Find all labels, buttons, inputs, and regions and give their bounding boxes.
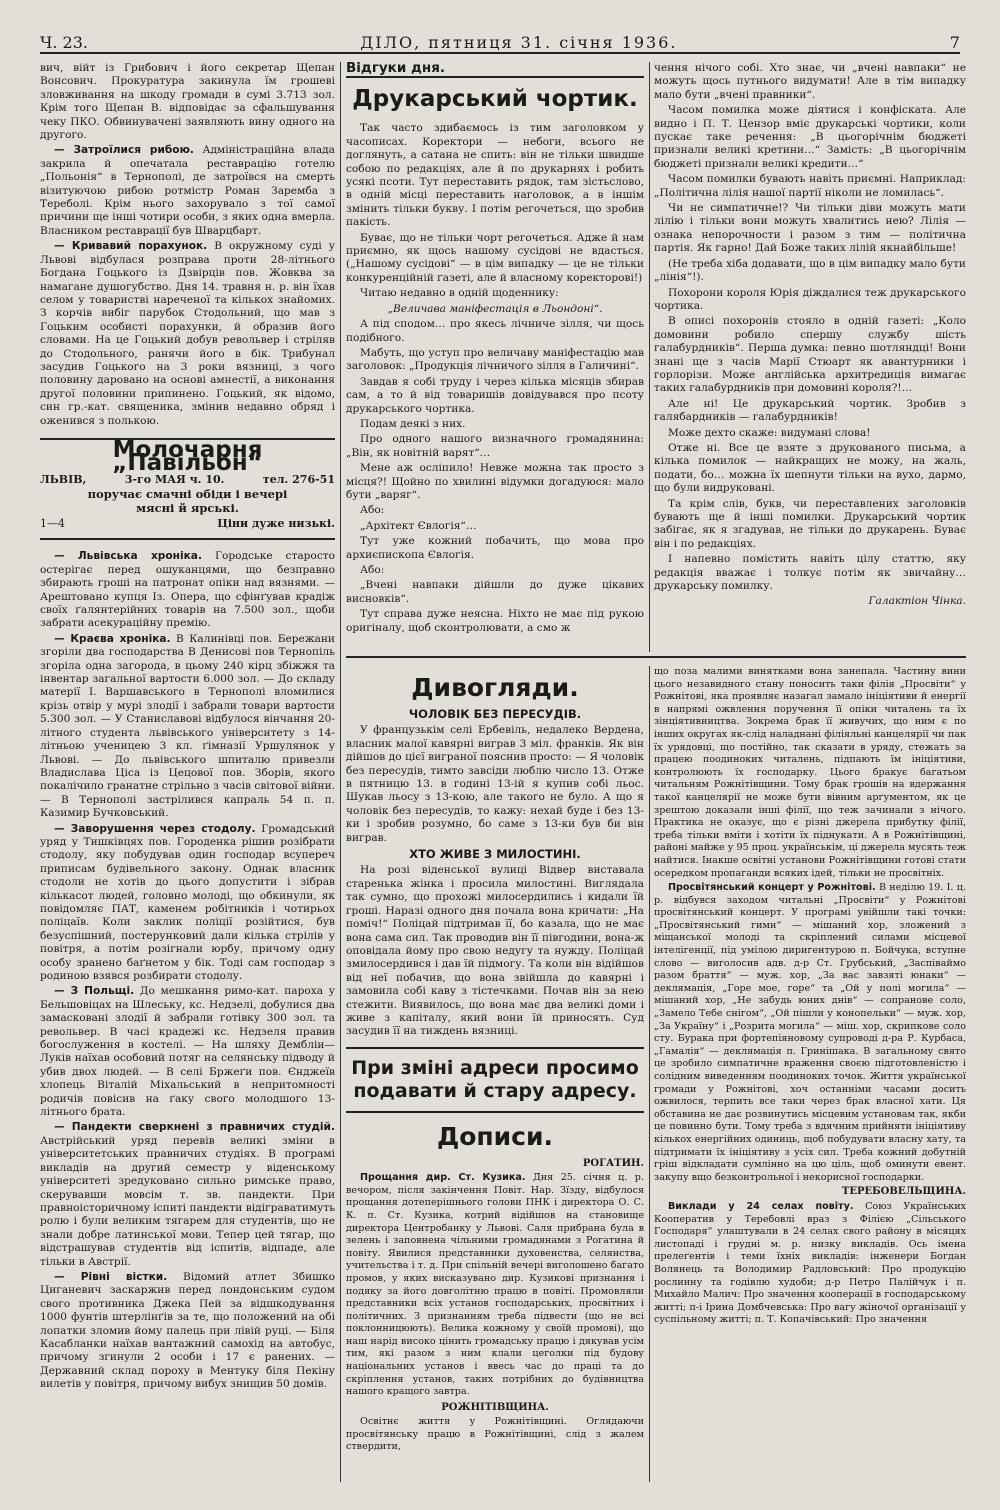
dairy-advertisement: [40, 438, 335, 540]
story-headline: ЧОЛОВІК БЕЗ ПЕРЕСУДІВ.: [408, 707, 582, 721]
article-paragraph: Буває, що не тільки чорт регочеться. Адже й нам приємно, як щось нашому сусідові не вдасться. („Нашому сусідові“ — в цім випадку — це не тільки конкуренційній ґазеті, але й власному коректорові!): [346, 231, 644, 284]
article-paragraph: Але ні! Це друкарський чортик. Зробив з галябардників — галабурдників!: [654, 397, 966, 424]
column-3-bottom: [654, 666, 966, 1482]
news-item: [40, 240, 335, 428]
column-rule: [649, 62, 650, 652]
news-body: Адміністраційна влада закрила й опечатала реставрацію готелю „Польонія“ в Тернополі, де затроївся на смерть візитуючою рибою ротмістр Роман Заремба з Тереболі. Крім нього захорувало з тої самої причини ще інші чотири особи, з яких одна вмерла. Власником реставрації був Шварцбарт.: [40, 144, 335, 237]
news-item: [40, 633, 335, 821]
section-title: Дивогляди.: [411, 673, 579, 702]
article-paragraph: І напевно помістить навіть цілу статтю, яку редакція вважає і толкує потім як звичайну… друкарську помилку.: [654, 553, 966, 593]
page-header: [40, 28, 960, 54]
column-rule: [649, 666, 650, 1482]
news-item: [40, 550, 335, 630]
ad-title: Молочарня „Павільон“: [112, 436, 263, 477]
article-paragraph: „Архітект Євлогія“…: [360, 519, 477, 532]
news-body: До мешкання римо-кат. пароха у Бельшовіцах на Шлеську, кс. Недзелі, добулися два замасковані злодії й забрали готівку 300 зол. та револьвер. В часі крадежі кс. Недзеля правив богослуження в костелі. — На шляху Дембліи—Луків наїхав особовий потяг на селянську підводу й убив двох людей. — В селі Бржеґи пов. Єнджеїв хлопець Віталій Міхальський в непритомності родичів повісив на ґаку свого молодшого 13-літнього брата.: [40, 985, 335, 1119]
report-paragraph: [346, 1172, 644, 1399]
news-headline: — Затроїлися рибою.: [54, 144, 194, 157]
ad-line: мясні й ярські.: [136, 500, 239, 515]
news-headline: — Пандекти сверкнені з правничих студій.: [54, 1121, 335, 1134]
story-paragraph: У французькім селі Ербевіль, недалеко Вердена, власник малої кавярні виграв 3 міл. франків. Як він дійшов до цієї виграної пояснив просто: — Я чоловік без пересудів, тимто завсіди люблю число 13. Отже в пятницю 13. в годині 13-ій я купив собі льос. Шукав льосу з 13-кою, але такого не було. А що я чоловік без пересудів, то кажу: нехай буде і без 13-ки і зробив розумно, бо саме з 13-ки був би він виграв.: [346, 724, 644, 844]
ad-ref: 1—4: [40, 517, 65, 530]
article-paragraph: Так часто здибаємось із тим заголовком у часописах. Коректори — небоги, всього не доглянуть, а сатана не спить: він не тільки швидше собою по редакціях, але й по друкарнях і робить усякі псоти. Тут переставить рядок, там зістьслово, в одній місці переставить наголовок, а в іншім змінить тільки букву. І потім регочеться, що зробив пакість.: [346, 122, 644, 229]
article-paragraph: Тут справа дуже неясна. Ніхто не має під рукою оригіналу, щоб сконтролювати, а смо ж: [346, 608, 644, 634]
story-headline: ХТО ЖИВЕ З МИЛОСТИНІ.: [409, 847, 581, 862]
news-item: [40, 985, 335, 1119]
story-paragraph: На розі віденської вулиці Відвер виставала старенька жінка і просила милостині. Виглядала так сумно, що прохожі милосердились і кидали їй гроші. Наразі одного дня почала вона кричати: „На поміч!“ Поліцай підтримав її, бо казала, що не має вона сама сил. Так проводив він її півгодини, вона-ж оповідала йому про свою недугу та нужду. Поліцай змилосердився і дав їй підмогу. Та коли він відійшов від неї побачив, що вона звійшла до кавярні і замовила собі каву з тістечками. Почав він за нею стежити. Виявилось, що вона має два великі доми і живе з капіталу, який вони їй приносять. Суд засудив її на тиждень вязниці.: [346, 864, 644, 1038]
article-paragraph: А під сподом… про якесь лічниче зілля, чи щось подібного.: [346, 318, 644, 344]
article-paragraph: чення нічого собі. Хто знає, чи „вчені навпаки“ не можуть щось путнього видумати! Але в тім випадку мало бути „вчені правники“.: [654, 62, 966, 101]
news-item: [40, 823, 335, 984]
report-paragraph: що поза малими винятками вона занепала. Частину вини цього незавидного стану поносить таки філія „Просвіти“ у Рожнітові, яка проявляє назагал замало ініціятиви й енергії в напрямі ожвлення поручення її опіки читалень та їх зінціятивництва. Зокрема брак її живучих, що ним є по інших округах як-слід наладнані філіяльні канцелярії чи пак їх урядовці, що постійно, так сказати в уряду, стежать за працею поодиноких читалень, підпають їм ініціятиви, контролюють їх господарку. Цього бракує багатьом читальням Рожнітівщини. Тому брак грошів на вдержання такої канцелярії не може бути вівним арґументом, як це зрештою доказали інші філії, що теж зачинали з нічого. Практика не оказує, що є різні джерела прибутку філії, треба тільки вміти і хотіти їх піднукати. А в Рожнітівщині, районі майже у 95 проц. українськім, ці джерела мусять теж найтися. Інакше освітні установи Рожнітівщини готові стати осередком пропаганди всяких ідей, тільки не просвітніх.: [654, 666, 966, 879]
article-paragraph: Часом помилки бувають навіть приємні. Наприклад: „Політична лілія нашої партії ніколи не ломилась“.: [654, 173, 966, 199]
section-title: Дописи.: [436, 1121, 554, 1151]
article-paragraph: Мене аж осліпило! Невже можна так просто з місця?! Щойно по хвилині відумки догадуюся: мало бути „варяг“.: [346, 462, 644, 501]
article-paragraph: Похорони короля Юрія діждалися теж друкарського чортика.: [654, 286, 966, 312]
news-body: Австрійський уряд перевів великі зміни в університетських правничих студіях. В програмі викладів на другий семестр у віденському університеті зредуковано сильно римське право, скерувавши мовсім т. зв. пандекти. При правноісторичному іспиті пандекти відіграватимуть ролю і були великим тягарем для студентів, що не знали добре латинської мови. Тепер цей тягар, що відстрашував студентів від іспитів, відпаде, але тільки в Австрії.: [40, 1134, 335, 1268]
article-paragraph: Про одного нашого визначного громадянина: „Він, як новітній варят“…: [346, 433, 644, 459]
article-paragraph: Та крім слів, букв, чи переставлених заголовків бувають ще й інші помилки. Друкарський чортик забігає, як я згадував, не тільки до друкарень. Буває він і по редакціях.: [654, 497, 966, 550]
article-paragraph: В описі похоронів стояло в одній газеті: „Коло домовини робило спершу службу шість галабурдників“. Перша думка: певно шотляндці! Вони знані ще з часів Марії Стюарт як авантурники і горлорізи. Може англійська архитредиція вимагає таких галабурдників при домовині короля?!…: [654, 315, 966, 395]
news-headline: — Рівні вістки.: [54, 1270, 168, 1283]
dateline: ТЕРЕБОВЕЛЬЩИНА.: [841, 1186, 966, 1198]
rubric-label: Відгуки дня.: [346, 62, 644, 78]
news-headline: — Краєва хроніка.: [54, 632, 171, 645]
report-paragraph: [654, 1201, 966, 1327]
ad-line: поручає смачні обіди і вечері: [87, 487, 288, 502]
column-1: [40, 62, 335, 1482]
article-paragraph: Отже ні. Все це взяте з друкованого письма, а кілька помилок — найкращих не можу, на жаль, подати, бо… можна їх шепнути тільки на вухо, дармо, що були видруковані.: [654, 441, 966, 495]
article-paragraph: Або:: [360, 564, 385, 576]
news-body: В окружному суді у Львові відбулася розправа проти 28-літнього Богдана Гоцького із Дзвірців пов. Жовква за намагане душогубство. Дня 14. травня н. р. він їхав селом у товаристві нареченої та кількох знайомих. З корчів вибіг парубок Стодольний, що мав з Гоцьким особисті порахунки, й образив його словами. На це Гоцький добув револьвер і стріляв до Стодольного, ранячи його в бік. Трибунал засудив Гоцького на 3 роки вязниці, з чого половину даровано на основі амнестії, а виконання другої половини припинено. Гоцький, як відомо, син гр.-кат. священика, змінив недавно обряд і оженився з полькою.: [40, 240, 335, 427]
dateline: РОГАТИН.: [582, 1157, 644, 1169]
article-paragraph: Тут уже кожний побачить, що мова про архиєпископа Євлогія.: [346, 535, 644, 561]
report-headline: Виклади у 24 селах повіту.: [668, 1200, 854, 1212]
section-divider: [346, 656, 966, 658]
address-notice: При зміні адреси просимо подавати й стару адресу.: [351, 1056, 639, 1102]
article-paragraph: „Вчені навпаки дійшли до дуже цікавих висновків“.: [346, 579, 644, 605]
article-paragraph: Завдав я собі труду і через кілька місяців збирав сам, а то й від товаришів довідувався про псоту друкарського чортика.: [346, 375, 644, 415]
report-body: Союз Українських Кооператив у Теребовлі враз з Філією „Сільського Господаря“ улаштували в 24 селах свого району в місяцях листопаді і грудні м. р. низку викладів. Ось імена прелеґентів і теми їхніх викладів: інженери Богдан Волянець та Володимир Радловський: Про продукцію рослинну та годівлю худоби; д-р Петро Палійчук і п. Михайло Малич: Про значення кооперації в господарському житті; п-і Ірина Домбчевська: Про вагу жіночої організації у суспільному житті; п. Т. Копачівський: Про значення: [654, 1200, 966, 1326]
article-paragraph: Читаю недавно в одній щоденнику:: [360, 287, 559, 300]
news-headline: — Заворушення через стодолу.: [54, 822, 256, 835]
masthead-date: ДІЛО, пятниця 31. січня 1936.: [360, 33, 678, 52]
report-body: Дня 25. січня ц. р. вечором, після закінчення Повіт. Нар. Зїзду, відбулося прощання дотеперішнього голови ПНК і директора О. С. К. п. Ст. Кузика, котрий відійшов на становище директора Центробанку у Львові. Саля прибрана була в зелень і заповнена чільними громадянами з Рогатина й повіту. Явилися представники духовенства, селянства, учительства і т. д. При спільній вечері виголошено багато промов, у яких висказувано дир. Кузикові признання і подяку за його довголітню працю в повіті. Промовляли представники всіх установ господарських, просвітних і політичних. З признанням треба підвести (що не всі поклонницюють). Велика кожному у своїй промові), що наш нарід високо цінить громадську працю і дякував усім тим, які разом з ним клали цеголки під будову національних установ і ввесь час до праці та до скріплення установ, таких потрібних до будівництва нашого кращого завтра.: [346, 1172, 644, 1398]
news-item: [40, 1271, 335, 1392]
author-signature: Галактіон Чінка.: [868, 595, 966, 608]
article-text: вич, війт із Грибович і його секретар Щепан Вонсович. Прокуратура закинула їм грошеві зловживання на шкоду громади в сумі 3.713 зол. Крім того Щепан В. відповідає за сфальшування чеку ПКО. Обвинувачені заявляють вину одного на другого.: [40, 62, 335, 142]
column-rule: [340, 62, 341, 1482]
news-headline: — Львівська хроніка.: [54, 550, 202, 563]
report-headline: Просвітянський концерт у Рожнітові.: [668, 882, 876, 894]
news-item: [40, 1121, 335, 1268]
report-paragraph: Освітнє життя у Рожнітівщині. Оглядаючи просвітянську працю в Рожнітівщині, слід з жалем ствердити,: [346, 1416, 644, 1453]
article-paragraph: Подам деякі з них.: [360, 417, 466, 430]
news-body: Городське старосто остерігає перед ошуканцями, що безправно збирають гроші на патронат опіки над вязнями. — Арештовано купця Із. Опера, що сфінґував крадіж своїх ґалянтерійних товарів на 7.500 зол., щоби забрати асекураційну премію.: [40, 550, 335, 630]
news-headline: — Кривавий порахунок.: [54, 240, 208, 253]
article-paragraph: Може дехто скаже: видумані слова!: [668, 426, 871, 439]
article-paragraph: (Не треба хіба додавати, що в цім випадку мало бути „лінія“!).: [654, 257, 966, 284]
page-number: 7: [949, 33, 960, 52]
ad-phone: тел. 276-51: [262, 472, 335, 486]
news-body: Відомий атлет Збишко Циганевич заскаржив перед лондонським судом свого противника Джека Пей за відшкодування 1000 фунтів штерлінґів за те, що положений на обі лопатки зломив йому палець при лівій руці. — Біля Касабланки наїхав вантажний самохід на автобус, причому згинули 2 особи і 17 є ранених. — Державний склад пороху в Ментуку біля Пекіну вилетів у повітря, причому вибух знищив 50 домів.: [40, 1270, 335, 1391]
article-paragraph: Часом помилка може діятися і конфіската. Але видно і П. Т. Цензор вміє друкарські чортики, коли пускає таке речення: „В цьогорічнім бюджеті признали великі кретини…“ Замість: „В цьогорічнім бюджеті признали великі кредити…“: [654, 104, 966, 170]
issue-number: Ч. 23.: [40, 33, 88, 52]
news-body: В Калинівці пов. Бережани згоріли два господарства В Денисові пов Тернопіль згоріла одна загорода, в цьому 240 кірц збіжжя та інвентар загальної вартости 6.000 зол. — До складу матерії І. Варшавського в Тернополі вломилися крізь отвір у мурі злодії і забрали товари вартости 5.300 зол. — У Станиславові відбулося вінчання 20-літного студента львівського університету з 14-літньою ученицею 3 кл. ґімназії Уршулянок у Львові. — До львівського шпиталю привезли Владислава Ціса із Цецової пов. Зборів, якого покалічило гранатне стрільно з часів світової війни. — В Тернополі застрілився капраль 54 п. п. Казимир Бучковський.: [40, 632, 335, 820]
news-headline: — З Польщі.: [54, 985, 135, 998]
ad-city: ЛЬВІВ,: [40, 472, 87, 486]
ad-address: 3-го МАЯ ч. 10.: [124, 472, 225, 486]
article-quote: „Величава маніфестація в Льондоні“.: [387, 302, 603, 315]
dateline: РОЖНІТІВЩИНА.: [441, 1401, 549, 1413]
column-2-top: [346, 62, 644, 650]
news-body: Громадський уряд у Тишківцях пов. Городенка рішив розібрати стодолу, яку побудував один господар всупереч приписам будівельного закону. Однак власник стодоли не хотів до цього допустити і зібрав кількасот людей, головно молоді, що обкинули, як повідомляє ПАТ, каменем робітників і чотирьох поліцаїв. Коли заклик поліції розійтися, був безуспішний, постерунковий дали кілька стрілів у повітря, а потім розігнали юрбу, причому одну особу зранено баґнетом у бік. Тоді сам господар з родиною взявся розбирати стодолу.: [40, 822, 335, 982]
column-3-top: [654, 62, 966, 650]
article-title: Друкарський чортик.: [352, 86, 638, 113]
address-notice-box: [346, 1047, 644, 1113]
news-item: [40, 144, 335, 238]
article-paragraph: Або:: [360, 504, 385, 517]
ad-prices: Ціни дуже низькі.: [217, 517, 335, 530]
report-paragraph: [654, 882, 966, 1184]
article-paragraph: Мабуть, що уступ про величаву маніфестацію мав заголовок: „Продукція лічничого зілля в Галичині“.: [346, 346, 644, 373]
report-body: В неділю 19. І. ц. р. відбувся заходом читальні „Просвіти“ у Рожнітові просвітянський концерт. У програмі увійшли такі точки: „Просвітянський гимн“ — мішаний хор, зложений з міщанської молоді та скріплений силами місцевої інтелігенції, під умілою диригентурою п. Бойчука, вступне слово — виголосив адв. д-р Ст. Грубський, „Заспіваймо разом браття“ — муж. хор, „За вас завзяті юнаки“ — деклямація, „Горе мое, горе“ та „Ой у полі могила“ — мішаний хор, „Не забудь юних днів“ — сопранове соло, „Замело Тебе снігом“, „Ой пішли у конопельки“ — муж. хор, „За Україну“ і „Розрита могила“ — міш. хор, скрипкове соло сту. Бурака при фортепіяновому супроводі д-ра Р. Курбаса, „Гамалія“ — деклямація п. Гринішака. В загальному свято це зробило симпатичне враження своєю підготовленістю і солідним виведенням поодиноких точок. Життя української громади у Рожнітові, хоч останніми часами досить ожвилося, терпить все таки через брак власної хати. Ця обставина не дає розвинутись місцевим установам так, якби це повинно бути. Тому треба з вдячним прийняти ініціятиву кількох енергійних одиниць, щоб побудувати власну хату, та підтримати їх ініціятиву з усіх сил. Треба кожний добутній гріш відкладати сумлінно на цю ціль, щоб оминути евент. закупу вщо безконтрольної і некорисної господарки.: [654, 882, 966, 1183]
report-headline: Прощання дир. Ст. Кузика.: [360, 1172, 526, 1184]
column-2-bottom: [346, 666, 644, 1482]
article-paragraph: Чи не симпатичне!? Чи тільки діви можуть мати лілію і тільки вони можуть хвалитись нею? Лілія — ознака непорочности і разом з тим — політична партія. Як гарно! Дай Боже таких лілій якнайбільше!: [654, 202, 966, 255]
